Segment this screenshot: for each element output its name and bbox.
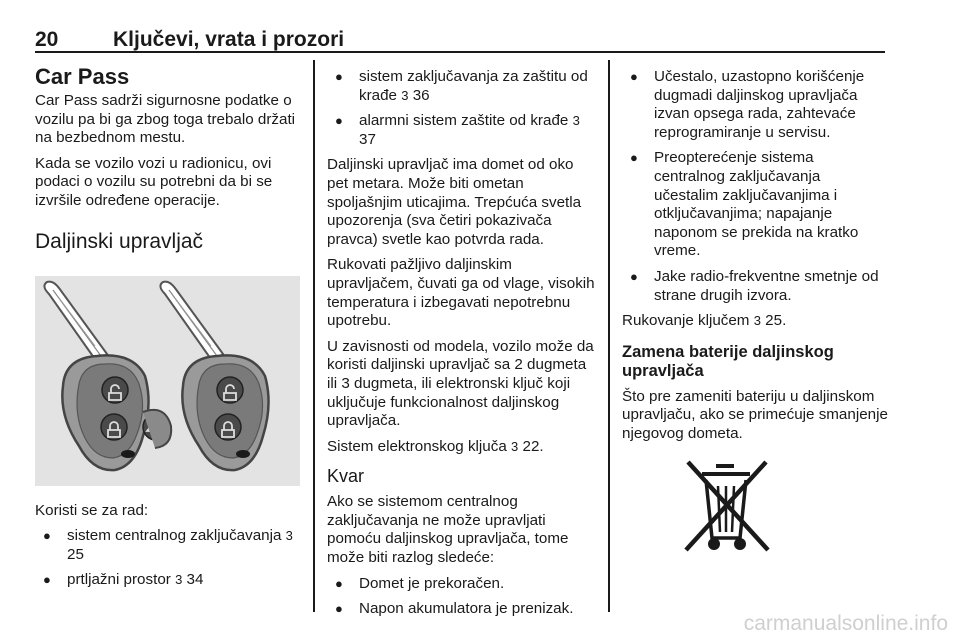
list-item: ● Domet je prekoračen. [327,575,595,594]
car-pass-heading: Car Pass [35,64,130,89]
column-1 [35,60,300,597]
header-title: Ključevi, vrata i prozori [113,28,345,51]
page-number: 20 [35,28,59,51]
list-item: ● prtljažni prostor 3 34 [35,571,300,590]
fault-list [327,575,595,619]
watermark: carmanualsonline.info [743,612,948,635]
list-item: ● Preopterećenje sistema centralnog zaključavanja učestalim zaključavanjima i otključavanjima; napajanje naponom se prekida na kratko vreme. [622,149,888,261]
page-ref-icon: 3 [511,438,519,454]
fault-heading: Kvar [327,466,365,487]
use-intro: Koristi se za rad: [35,501,149,519]
fault-list-continued [622,68,888,305]
column-divider-left [313,60,315,612]
battery-paragraph: Što pre zameniti bateriju u daljinskom upravljaču, ako se primećuje smanjenje njegovog dometa. [622,387,888,442]
use-list [35,527,300,590]
electronic-key-paragraph: Sistem elektronskog ključa 3 22. [327,437,544,455]
car-pass-paragraph-1: Car Pass sadrži sigurnosne podatke o vozilu pa bi ga zbog toga trebalo držati na bezbednom mestu. [35,92,296,147]
list-item: ● Napon akumulatora je prenizak. [327,600,595,619]
column-divider-right [608,60,610,612]
list-item: ● alarmni sistem zaštite od krađe 3 37 [327,112,595,149]
care-paragraph: Rukovati pažljivo daljinskim upravljačem, čuvati ga od vlage, visokih temperatura i izbegavati nepotrebnu upotrebu. [327,256,595,330]
column-3 [622,60,888,558]
remote-key-fobs-illustration [35,276,300,486]
page-ref-icon: 3 [401,87,409,103]
page-ref-icon: 3 [285,528,293,544]
page-ref-icon: 3 [753,313,761,329]
list-item: ● sistem centralnog zaključavanja 3 25 [35,527,300,564]
model-paragraph: U zavisnosti od modela, vozilo može da koristi daljinski upravljač sa 2 dugmeta ili 3 dugmeta, ili elektronski ključ koji uključuje funkcionalnost daljinskog upravljača. [327,337,594,430]
use-list-continued [327,68,595,149]
key-handling-paragraph: Rukovanje ključem 3 25. [622,312,787,330]
remote-control-heading: Daljinski upravljač [35,229,204,253]
column-2 [327,60,595,626]
battery-heading: Zamena baterije daljinskog upravljača [622,342,834,381]
list-item: ● Učestalo, uzastopno korišćenje dugmadi daljinskog upravljača izvan opsega rada, zahtevaće reprogramiranje u servisu. [622,68,888,142]
range-paragraph: Daljinski upravljač ima domet od oko pet metara. Može biti ometan spoljašnjim uticajima. Trepćuća svetla upozorenja (sva četiri pokazivača pravca) svetle kao potvrda rada. [327,156,582,248]
page-ref-icon: 3 [175,572,183,588]
header-rule [35,51,885,53]
crossed-out-wheelie-bin-icon [674,458,784,558]
page-ref-icon: 3 [572,113,580,129]
list-item: ● sistem zaključavanja za zaštitu od krađe 3 36 [327,68,595,105]
list-item: ● Jake radio-frekventne smetnje od strane drugih izvora. [622,268,888,305]
fault-paragraph: Ako se sistemom centralnog zaključavanja ne može upravljati pomoću daljinskog upravljača, tome može biti razlog sledeće: [327,493,569,567]
car-pass-paragraph-2: Kada se vozilo vozi u radionicu, ovi podaci o vozilu su potrebni da bi se izvršile određene operacije. [35,154,273,209]
